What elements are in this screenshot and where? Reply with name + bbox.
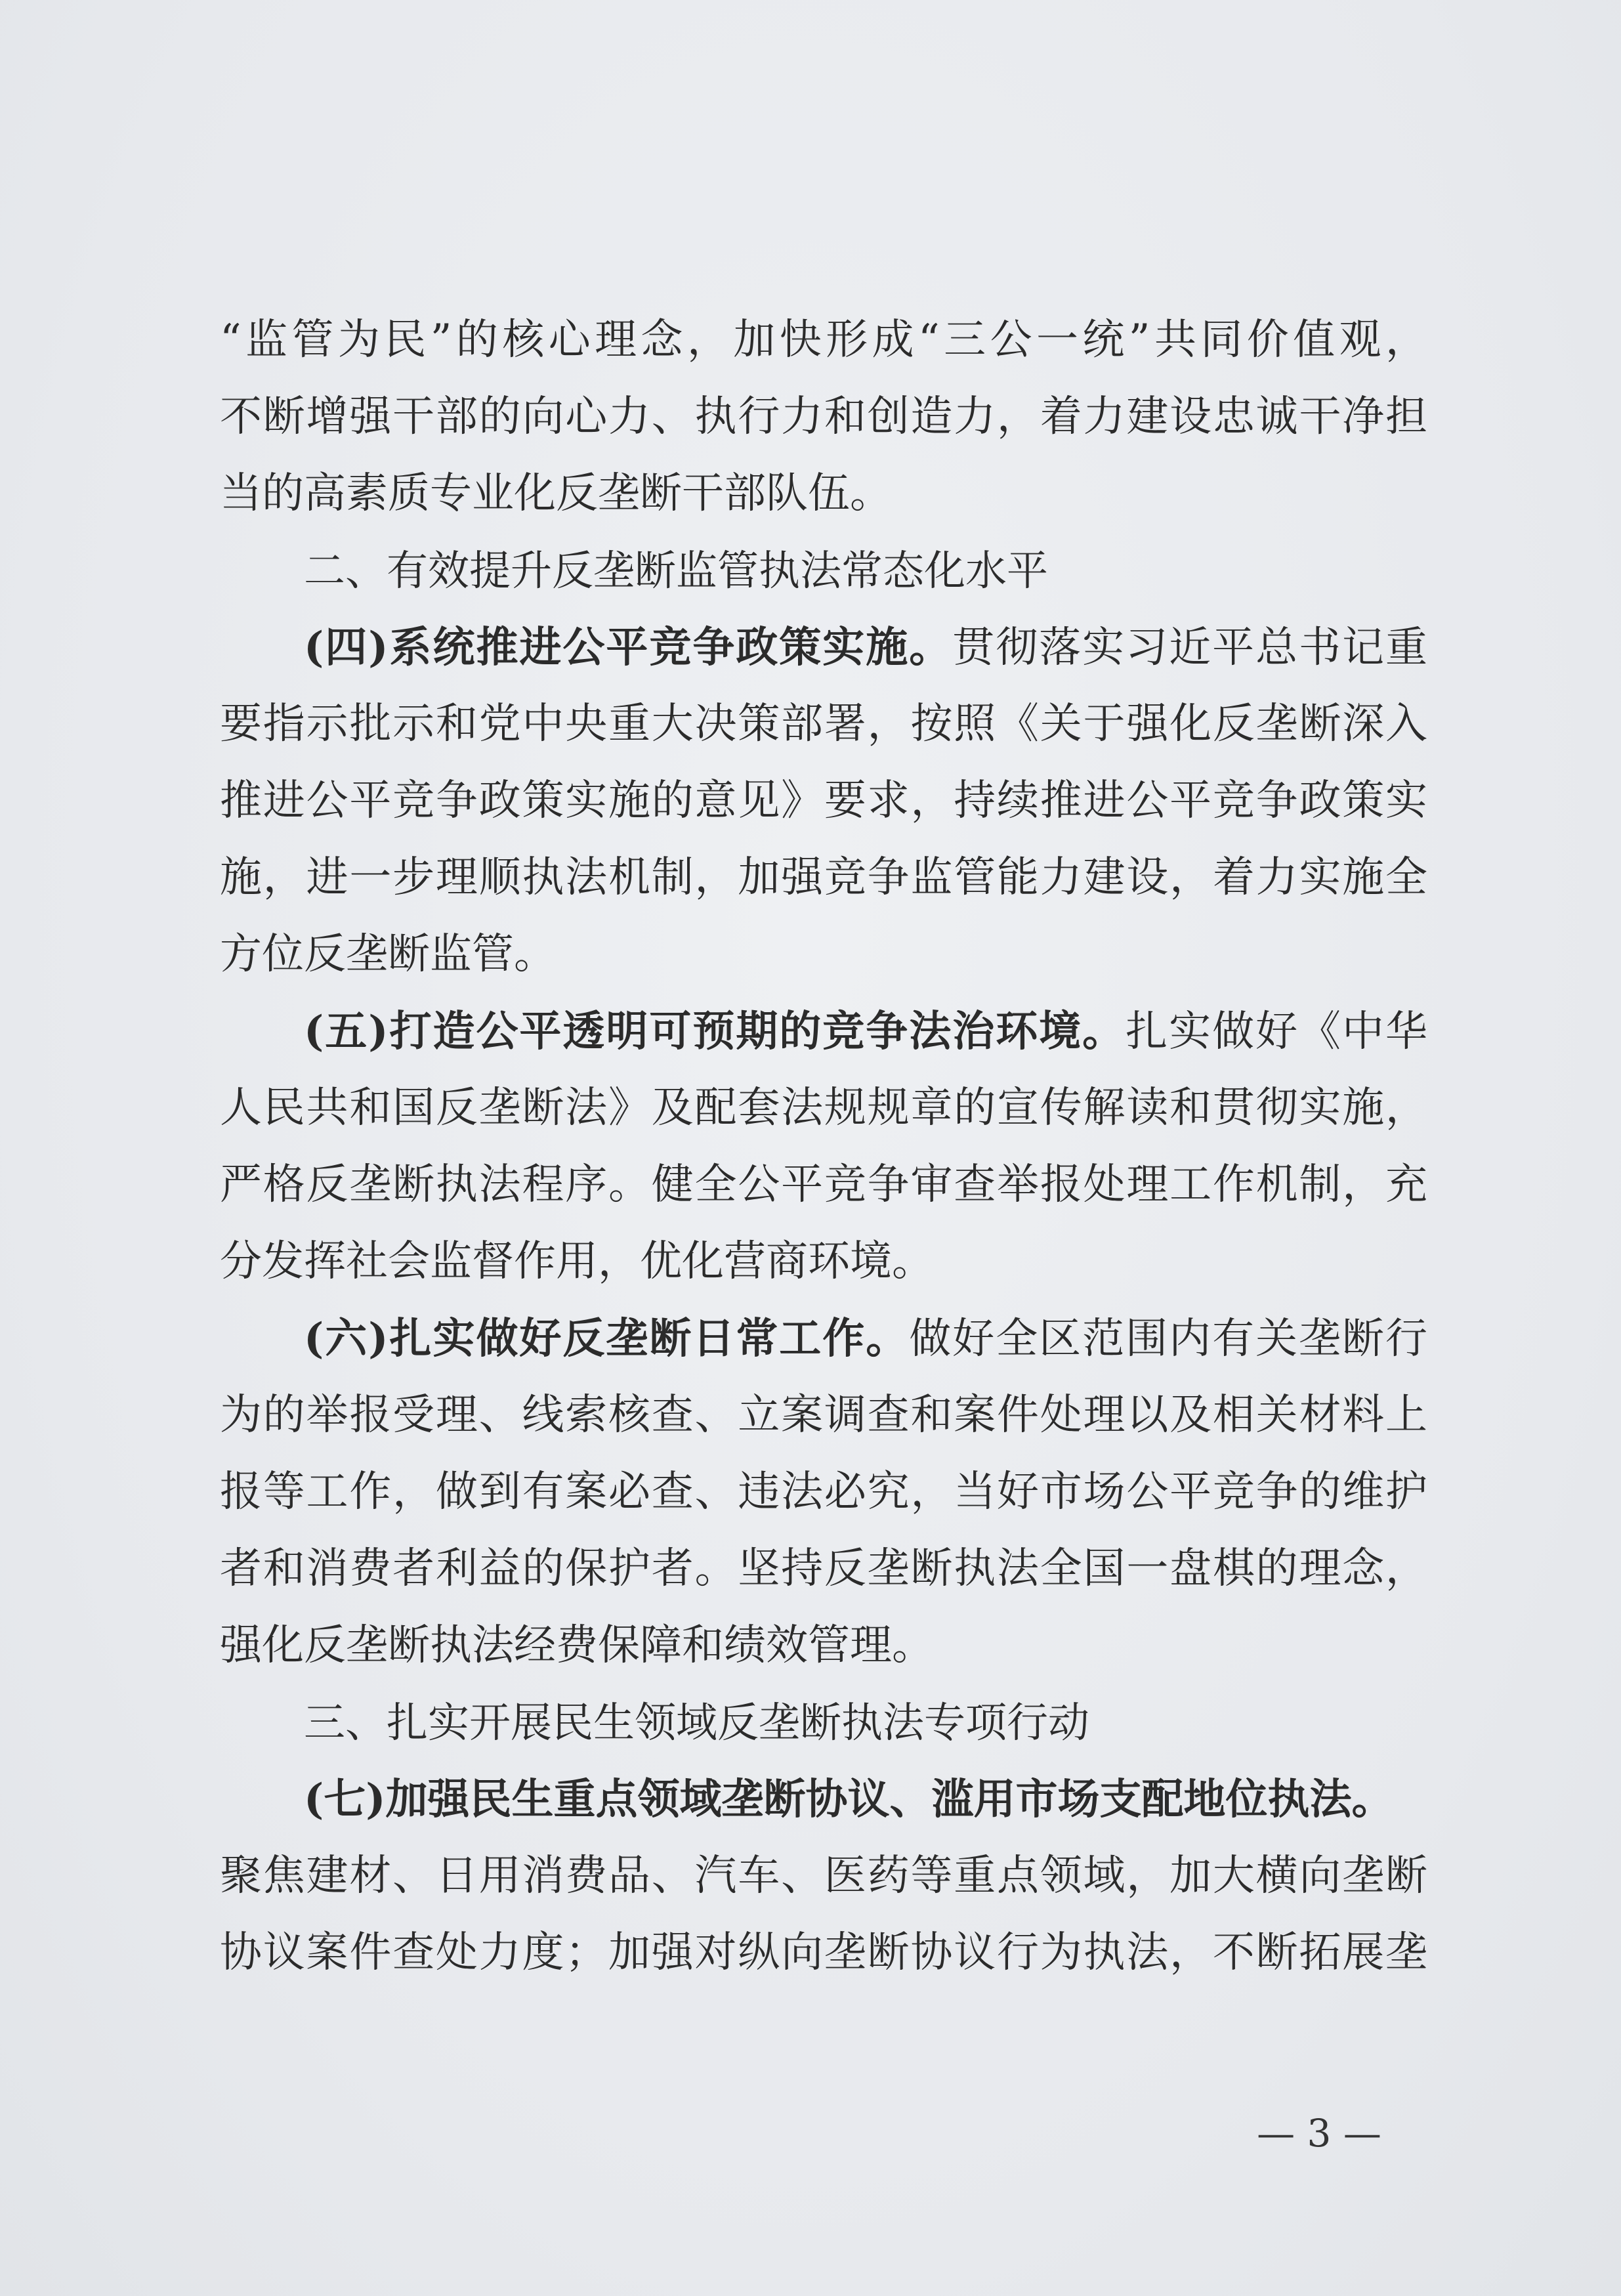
text-line: 报等工作，做到有案必查、违法必究，当好市场公平竞争的维护 xyxy=(220,1468,1427,1516)
text-line: 协议案件查处力度；加强对纵向垄断协议行为执法，不断拓展垄 xyxy=(220,1928,1427,1977)
section-heading: 二、有效提升反垄断监管执法常态化水平 xyxy=(304,547,1048,595)
text-line: 不断增强干部的向心力、执行力和创造力，着力建设忠诚干净担 xyxy=(220,393,1427,441)
text-line: 人民共和国反垄断法》及配套法规规章的宣传解读和贯彻实施， xyxy=(220,1084,1427,1132)
subsection-title: (七)加强民生重点领域垄断协议、滥用市场支配地位执法。 xyxy=(304,1775,1394,1824)
text-line xyxy=(220,1761,1427,1838)
text-line: “监管为民”的核心理念，加快形成“三公一统”共同价值观， xyxy=(220,316,1427,364)
text-line xyxy=(220,1300,1427,1377)
text-line: 分发挥社会监督作用，优化营商环境。 xyxy=(220,1237,934,1286)
subsection-title: (五)打造公平透明可预期的竞争法治环境。 xyxy=(304,1007,1126,1056)
text-line: 推进公平竞争政策实施的意见》要求，持续推进公平竞争政策实 xyxy=(220,776,1427,825)
text-line xyxy=(220,609,1427,686)
text-line: 要指示批示和党中央重大决策部署，按照《关于强化反垄断深入 xyxy=(220,700,1427,748)
subsection-title: (六)扎实做好反垄断日常工作。 xyxy=(304,1314,910,1363)
document-body xyxy=(220,302,1427,1991)
text-line xyxy=(220,993,1427,1070)
page-number: — 3 — xyxy=(1257,2111,1381,2156)
text-line: 施，进一步理顺执法机制，加强竞争监管能力建设，着力实施全 xyxy=(220,853,1427,902)
subsection-title: (四)系统推进公平竞争政策实施。 xyxy=(304,623,953,672)
text-run: 扎实做好《中华 xyxy=(1126,1008,1427,1056)
text-line: 严格反垄断执法程序。健全公平竞争审查举报处理工作机制，充 xyxy=(220,1160,1427,1209)
text-line: 方位反垄断监管。 xyxy=(220,930,556,979)
section-heading: 三、扎实开展民生领域反垄断执法专项行动 xyxy=(304,1699,1089,1747)
text-line: 强化反垄断执法经费保障和绩效管理。 xyxy=(220,1621,934,1670)
text-line: 当的高素质专业化反垄断干部队伍。 xyxy=(220,469,892,518)
text-run: 贯彻落实习近平总书记重 xyxy=(952,624,1427,672)
text-run: 做好全区范围内有关垄断行 xyxy=(909,1315,1427,1363)
text-line: 者和消费者利益的保护者。坚持反垄断执法全国一盘棋的理念， xyxy=(220,1544,1427,1593)
text-line: 为的举报受理、线索核查、立案调查和案件处理以及相关材料上 xyxy=(220,1391,1427,1439)
text-line: 聚焦建材、日用消费品、汽车、医药等重点领域，加大横向垄断 xyxy=(220,1852,1427,1900)
